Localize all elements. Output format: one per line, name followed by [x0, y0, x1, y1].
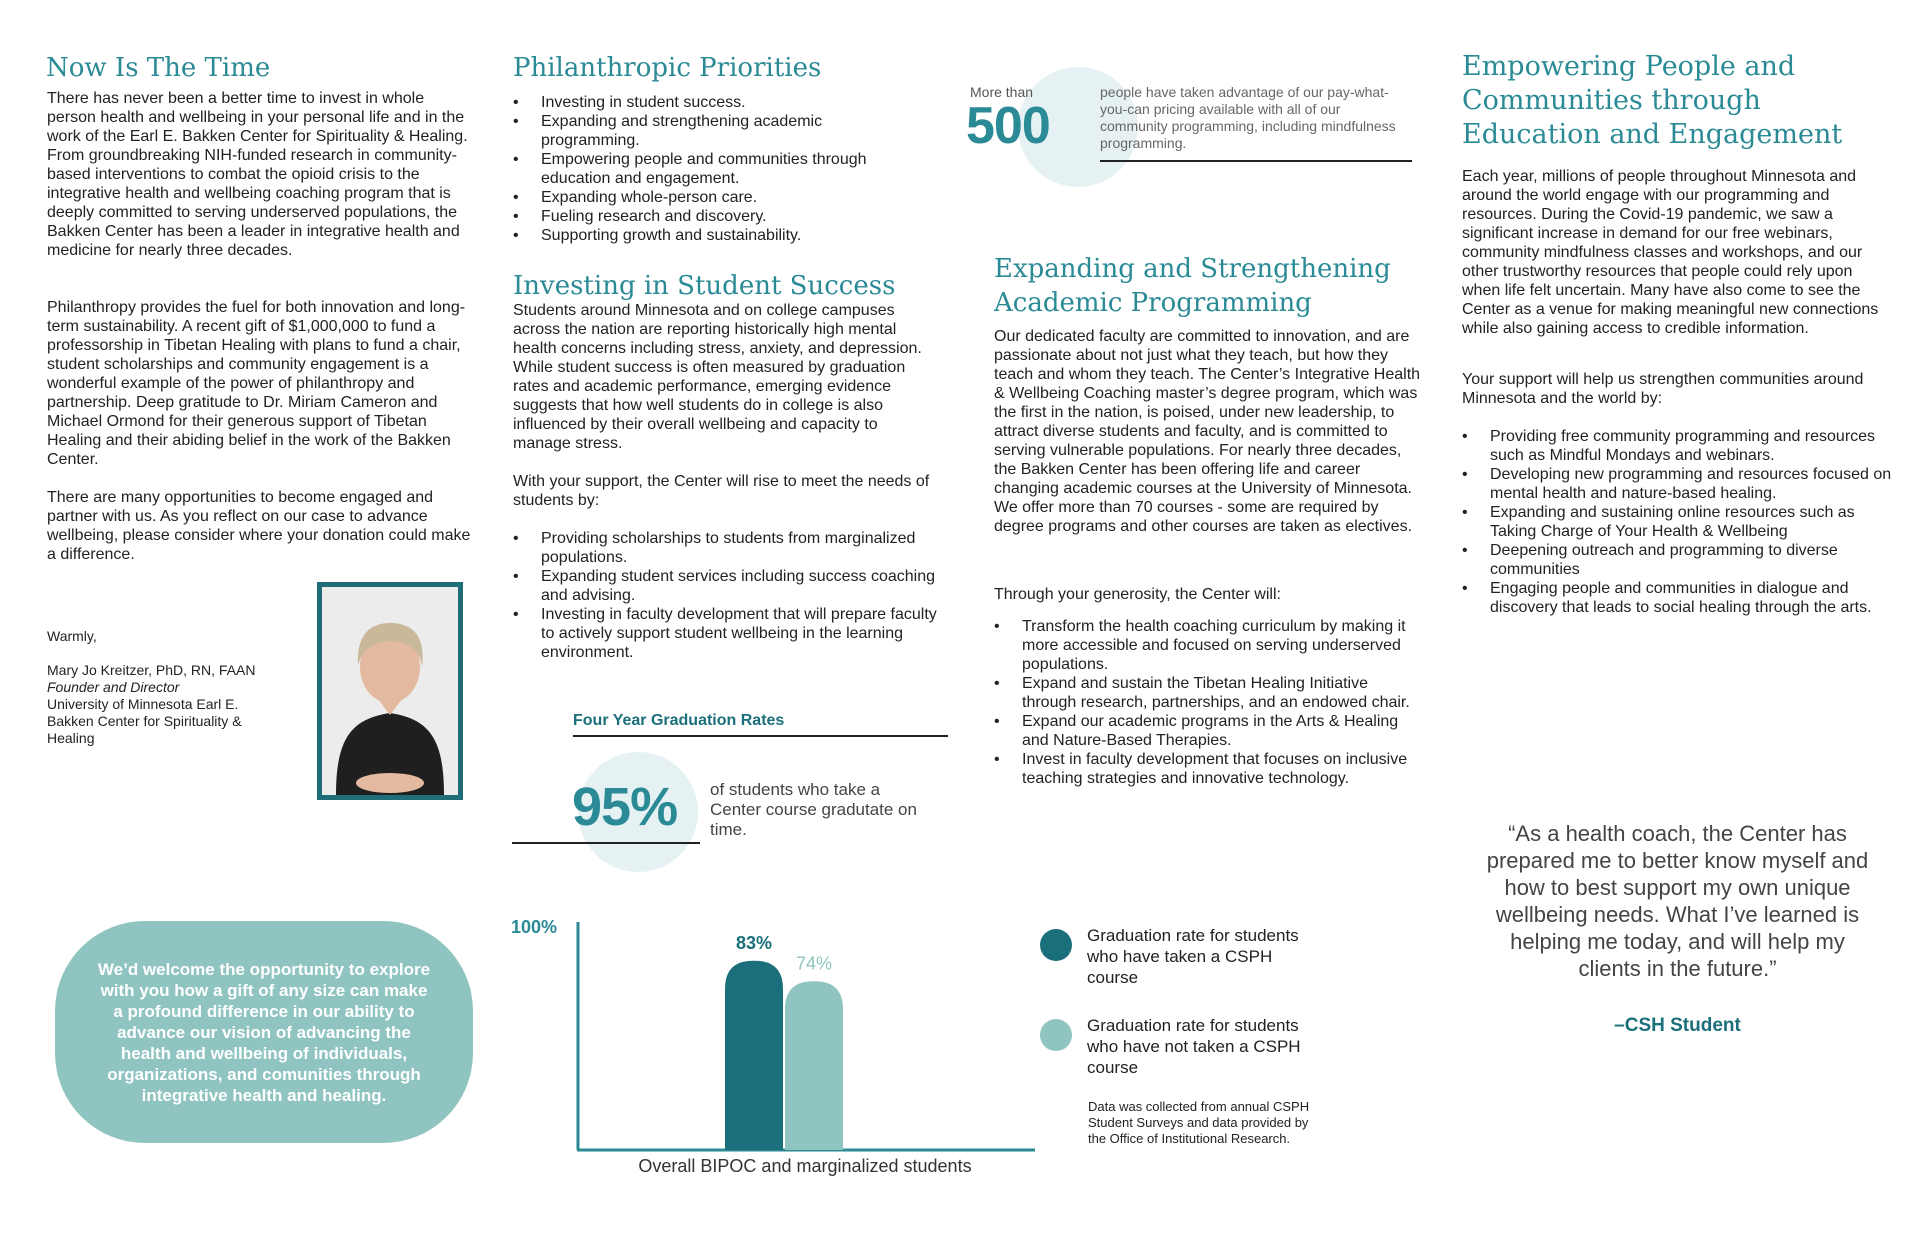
- signature-org-line-2: Bakken Center for Spirituality &: [47, 713, 242, 729]
- priorities-list: [513, 93, 923, 245]
- signature-name: Mary Jo Kreitzer, PhD, RN, FAAN: [47, 662, 256, 678]
- opportunities-paragraph: There are many opportunities to become engaged and partner with us. As you reflect on our case to advance wellbeing, please consider where your donation could make a difference.: [47, 489, 471, 563]
- student-success-heading: Investing in Student Success: [513, 271, 896, 301]
- list-item: • Empowering people and communities through education and engagement.: [513, 150, 923, 188]
- community-support-list: [1462, 427, 1892, 617]
- stat-95-rule: [512, 842, 700, 844]
- list-item: • Engaging people and communities in dialogue and discovery that leads to social healing through the arts.: [1462, 579, 1892, 617]
- list-item: • Expanding whole-person care.: [513, 188, 923, 207]
- intro-paragraph: There has never been a better time to invest in whole person health and wellbeing in your personal life and in the work of the Earl E. Bakken Center for Spirituality & Healing. From groundbreaking NIH-funded research in community-based interventions to combat the opioid crisis to the integrative health and wellbeing coaching program that is deeply committed to serving underserved populations, the Bakken Center has been a leader in integrative health and medicine for nearly three decades.: [47, 90, 468, 259]
- signature-org-line-3: Healing: [47, 730, 95, 746]
- student-support-list: [513, 529, 938, 662]
- data-source-note: Data was collected from annual CSPH Student Surveys and data provided by the Office of Institutional Research.: [1088, 1099, 1310, 1146]
- graduation-heading-rule: [573, 735, 948, 737]
- signature-block: [47, 628, 307, 747]
- list-item: • Providing scholarships to students from marginalized populations.: [513, 529, 938, 567]
- student-quote: “As a health coach, the Center has prepared me to better know myself and how to best support my own unique wellbeing needs. What I’ve learned is helping me today, and will help my clients in the future.”: [1486, 821, 1869, 981]
- list-item: • Expanding and sustaining online resources such as Taking Charge of Your Health & Wellbeing: [1462, 503, 1892, 541]
- community-support-intro: Your support will help us strengthen communities around Minnesota and the world by:: [1462, 371, 1864, 407]
- legend-label-taken: Graduation rate for students who have taken a CSPH course: [1087, 926, 1299, 987]
- list-item: • Transform the health coaching curriculum by making it more accessible and focused on serving underserved populations.: [994, 617, 1424, 674]
- signature-role: Founder and Director: [47, 679, 180, 695]
- list-item: • Supporting growth and sustainability.: [513, 226, 923, 245]
- stat-95-text: of students who take a Center course gradutate on time.: [710, 780, 917, 839]
- stat-500-value: 500: [966, 97, 1050, 155]
- legend-swatch-dark: [1040, 929, 1072, 961]
- stat-500-text: people have taken advantage of our pay-what-you-can pricing available with all of our community programming, including mindfulness programming.: [1100, 84, 1396, 151]
- list-item: • Investing in faculty development that will prepare faculty to actively support student wellbeing in the learning environment.: [513, 605, 938, 662]
- student-support-intro: With your support, the Center will rise to meet the needs of students by:: [513, 473, 930, 509]
- list-item: • Investing in student success.: [513, 93, 923, 112]
- empowering-heading: Empowering People and Communities through Education and Engagement: [1462, 51, 1843, 150]
- list-item: • Expand and sustain the Tibetan Healing Initiative through research, partnerships, and an endowed chair.: [994, 674, 1424, 712]
- list-item: • Deepening outreach and programming to diverse communities: [1462, 541, 1892, 579]
- student-success-paragraph: Students around Minnesota and on college campuses across the nation are reporting historically high mental health concerns including stress, anxiety, and depression. While student success is often measured by graduation rates and academic performance, emerging evidence suggests that how well students do in college is also influenced by their overall wellbeing and capacity to manage stress.: [513, 302, 922, 452]
- portrait-image: [322, 587, 458, 795]
- list-item: • Fueling research and discovery.: [513, 207, 923, 226]
- list-item: • Expanding and strengthening academic programming.: [513, 112, 923, 150]
- philanthropic-priorities-heading: Philanthropic Priorities: [513, 53, 822, 83]
- stat-500-rule: [1100, 160, 1412, 162]
- stat-95-value: 95%: [572, 777, 678, 837]
- legend-item-taken: [1040, 925, 1320, 1015]
- x-axis-label: Overall BIPOC and marginalized students: [638, 1156, 972, 1176]
- list-item: • Developing new programming and resources focused on mental health and nature-based healing.: [1462, 465, 1892, 503]
- signature-org-line-1: University of Minnesota Earl E.: [47, 696, 239, 712]
- y-tick-label: 100%: [511, 917, 558, 937]
- bar-taken-csph: [725, 961, 783, 1150]
- philanthropy-paragraph: Philanthropy provides the fuel for both innovation and long-term sustainability. A recent gift of $1,000,000 to fund a professorship in Tibetan Healing with plans to fund a chair, student scholarships and community engagement is a wonderful example of the power of philanthropy and partnership. Deep gratitude to Dr. Miriam Cameron and Michael Ormond for their generous support of Tibetan Healing and their abiding belief in the work of the Bakken Center.: [47, 299, 466, 468]
- legend-swatch-light: [1040, 1019, 1072, 1051]
- generosity-list: [994, 617, 1424, 788]
- academic-programming-heading: Expanding and Strengthening Academic Programming: [994, 254, 1391, 318]
- closing-text: Warmly,: [47, 628, 97, 644]
- list-item: • Expanding student services including success coaching and advising.: [513, 567, 938, 605]
- academic-paragraph: Our dedicated faculty are committed to innovation, and are passionate about not just what they teach, but how they teach and whom they teach. The Center’s Integrative Health & Wellbeing Coaching master’s degree program, which was the first in the nation, is poised, under new leadership, to attract diverse students and faculty, and is committed to serving vulnerable populations. For nearly three decades, the Bakken Center has been offering life and career changing academic courses at the University of Minnesota. We offer more than 70 courses - some are required by degree programs and other courses are taken as electives.: [994, 328, 1421, 535]
- graduation-rate-chart: [505, 910, 1045, 1185]
- data-label-not-taken: 74%: [795, 953, 833, 974]
- legend-label-not-taken: Graduation rate for students who have not taken a CSPH course: [1087, 1016, 1301, 1077]
- director-photo: [317, 582, 463, 800]
- graduation-rates-heading: Four Year Graduation Rates: [573, 712, 785, 729]
- quote-attribution: –CSH Student: [1614, 1015, 1741, 1036]
- bar-not-taken-csph: [785, 981, 843, 1150]
- list-item: • Expand our academic programs in the Arts & Healing and Nature-Based Therapies.: [994, 712, 1424, 750]
- legend-item-not-taken: [1040, 1015, 1320, 1105]
- data-label-taken: 83%: [735, 932, 773, 953]
- more-than-label: More than: [970, 84, 1034, 100]
- generosity-intro: Through your generosity, the Center will:: [994, 586, 1281, 603]
- list-item: • Invest in faculty development that focuses on inclusive teaching strategies and innovative technology.: [994, 750, 1424, 788]
- empowering-paragraph: Each year, millions of people throughout Minnesota and around the world engage with our programming and resources. During the Covid-19 pandemic, we saw a significant increase in demand for our free webinars, community mindfulness classes and workshops, and our other trustworthy resources that people could rely upon when life felt uncertain. Many have also come to see the Center as a venue for making meaningful new connections while also gaining access to credible information.: [1462, 168, 1879, 337]
- now-is-the-time-heading: Now Is The Time: [46, 53, 271, 83]
- chart-legend: [1040, 925, 1320, 1105]
- invitation-callout: We’d welcome the opportunity to explore with you how a gift of any size can make a profound difference in our ability to advance our vision of advancing the health and wellbeing of individuals, organizations, and comunities through integrative health and healing.: [55, 921, 473, 1143]
- list-item: • Providing free community programming and resources such as Mindful Mondays and webinars.: [1462, 427, 1892, 465]
